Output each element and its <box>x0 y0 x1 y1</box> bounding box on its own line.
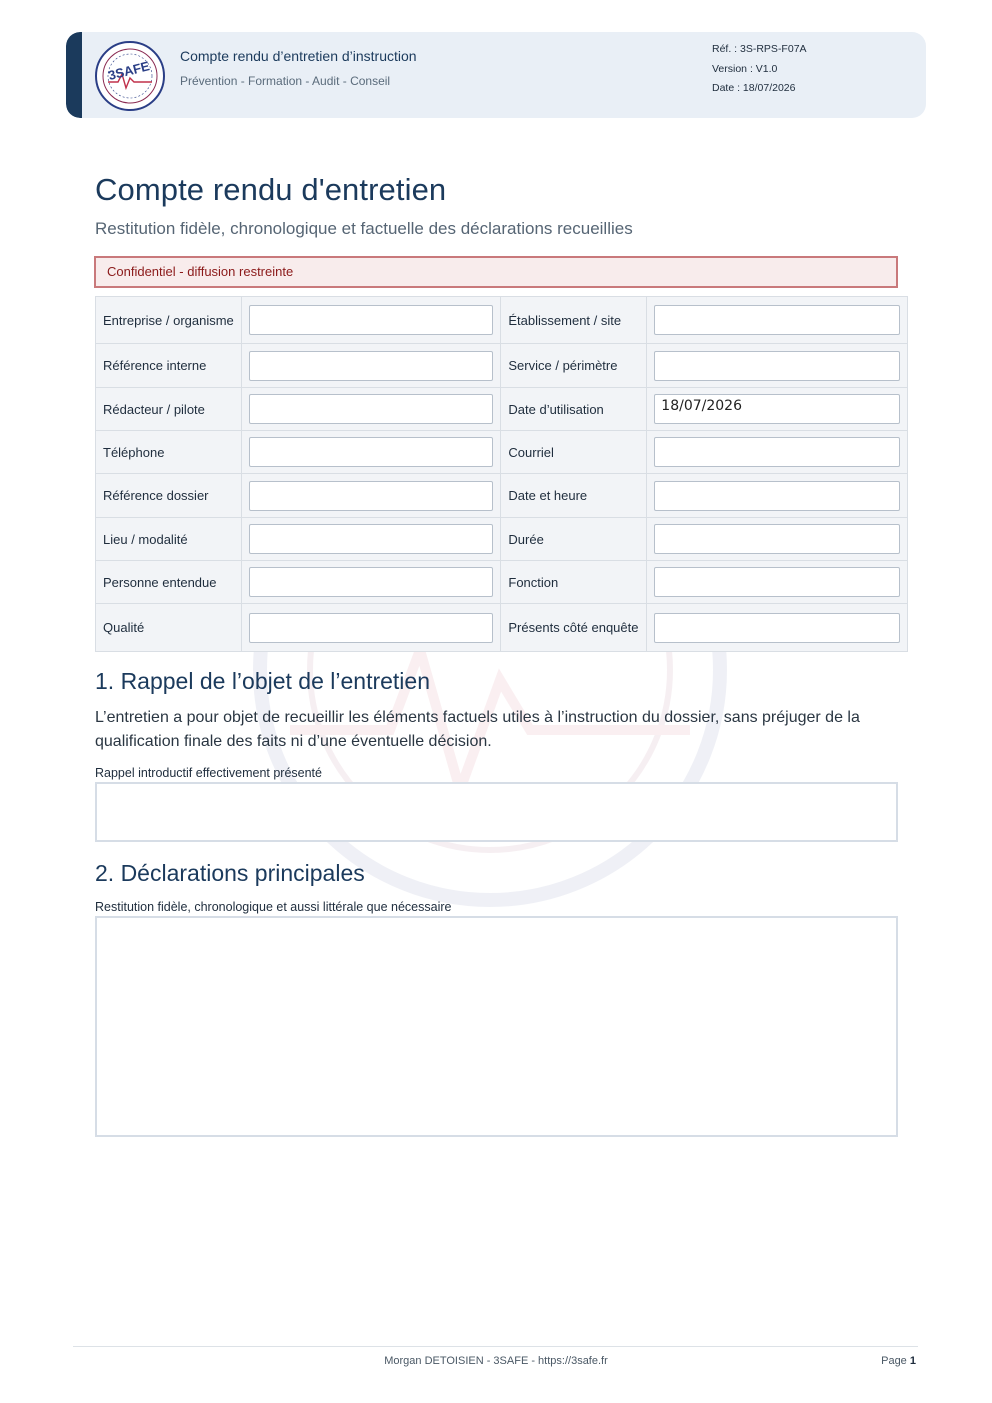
document-header <box>66 32 926 118</box>
input-date-heure[interactable] <box>654 481 900 511</box>
input-lieu-modalite[interactable] <box>249 524 494 554</box>
input-fonction[interactable] <box>654 567 900 597</box>
field-label: Lieu / modalité <box>96 518 242 561</box>
field-label: Fonction <box>501 561 647 604</box>
declarations-textarea[interactable] <box>95 916 898 1137</box>
input-reference-interne[interactable] <box>249 351 494 381</box>
input-service[interactable] <box>654 351 900 381</box>
section-1-title: 1. Rappel de l’objet de l’entretien <box>95 668 431 694</box>
header-title: Compte rendu d’entretien d’instruction <box>180 48 417 64</box>
field-label: Établissement / site <box>501 297 647 344</box>
company-logo <box>94 40 166 112</box>
field-label: Date d’utilisation <box>501 388 647 431</box>
table-row <box>96 518 908 561</box>
header-subtitle: Prévention - Formation - Audit - Conseil <box>180 74 391 88</box>
section-1-field-label: Rappel introductif effectivement présenté <box>95 766 322 780</box>
page-subtitle: Restitution fidèle, chronologique et factuelle des déclarations recueillies <box>95 219 633 238</box>
header-version: Version : V1.0 <box>712 62 778 75</box>
input-date-utilisation[interactable]: 18/07/2026 <box>654 394 900 424</box>
field-label: Service / périmètre <box>501 344 647 388</box>
svg-text:3SAFE: 3SAFE <box>106 58 152 83</box>
field-label: Référence dossier <box>96 474 242 518</box>
section-2-title: 2. Déclarations principales <box>95 860 365 886</box>
field-label: Présents côté enquête <box>501 604 647 652</box>
field-label: Téléphone <box>96 431 242 474</box>
footer-page <box>881 1355 916 1367</box>
footer-page-number: 1 <box>909 1355 916 1367</box>
footer-text: Morgan DETOISIEN - 3SAFE - https://3safe.fr <box>384 1355 608 1367</box>
table-row <box>96 474 908 518</box>
field-label: Référence interne <box>96 344 242 388</box>
input-reference-dossier[interactable] <box>249 481 494 511</box>
table-row <box>96 561 908 604</box>
field-label: Qualité <box>96 604 242 652</box>
input-personne-entendue[interactable] <box>249 567 494 597</box>
input-qualite[interactable] <box>249 613 494 643</box>
field-label: Durée <box>501 518 647 561</box>
header-date: Date : 18/07/2026 <box>712 82 796 94</box>
field-label: Entreprise / organisme <box>96 297 242 344</box>
input-redacteur[interactable] <box>249 394 494 424</box>
footer-divider <box>73 1346 918 1347</box>
input-duree[interactable] <box>654 524 900 554</box>
input-telephone[interactable] <box>249 437 494 467</box>
field-label: Personne entendue <box>96 561 242 604</box>
section-1-text: L’entretien a pour objet de recueillir les éléments factuels utiles à l’instruction du dossier, sans préjuger de la qualification finale des faits ni d’une éventuelle décision. <box>95 709 860 750</box>
table-row <box>96 344 908 388</box>
section-2-field-label: Restitution fidèle, chronologique et aussi littérale que nécessaire <box>95 900 452 914</box>
header-meta <box>712 40 807 99</box>
field-label: Date et heure <box>501 474 647 518</box>
footer-page-label: Page <box>881 1355 907 1367</box>
input-courriel[interactable] <box>654 437 900 467</box>
input-entreprise[interactable] <box>249 305 494 335</box>
confidential-banner: Confidentiel - diffusion restreinte <box>94 256 898 288</box>
header-accent-bar <box>66 32 82 118</box>
table-row <box>96 431 908 474</box>
table-row <box>96 604 908 652</box>
field-label: Rédacteur / pilote <box>96 388 242 431</box>
input-presents-enquete[interactable] <box>654 613 900 643</box>
header-reference: Réf. : 3S-RPS-F07A <box>712 43 807 55</box>
page-title: Compte rendu d'entretien <box>95 172 447 207</box>
info-table <box>95 296 908 652</box>
input-etablissement[interactable] <box>654 305 900 335</box>
field-label: Courriel <box>501 431 647 474</box>
table-row <box>96 297 908 344</box>
rappel-introductif-textarea[interactable] <box>95 782 898 842</box>
table-row <box>96 388 908 431</box>
